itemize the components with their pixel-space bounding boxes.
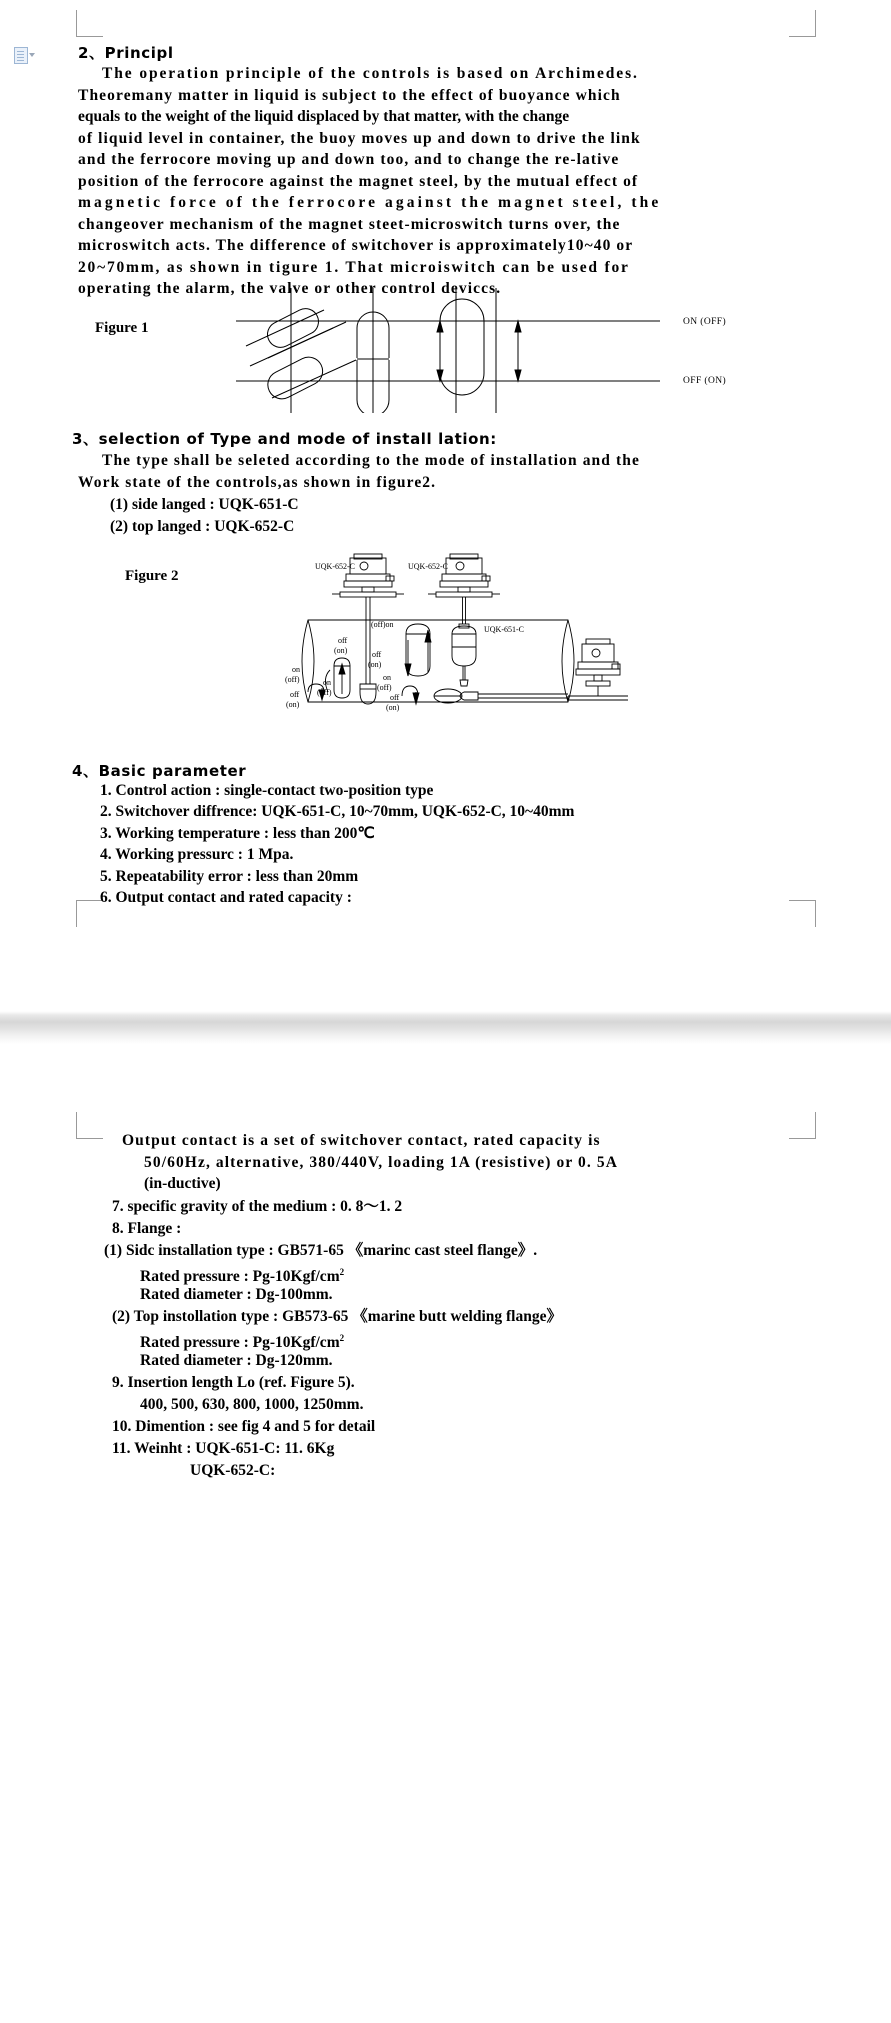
superscript: 2 — [339, 1267, 345, 1277]
paragraph-line: The operation principle of the controls is based on Archimedes. — [102, 65, 639, 82]
paragraph-line: Output contact is a set of switchover contact, rated capacity is — [122, 1132, 601, 1149]
section-4-item: 6. Output contact and rated capacity : — [100, 889, 352, 906]
section-4-item: 3. Working temperature : less than 200℃ — [100, 825, 375, 842]
list-item: Rated diameter : Dg-100mm. — [140, 1286, 333, 1303]
paragraph-line: changeover mechanism of the magnet steet-microswitch turns over, the — [78, 215, 621, 233]
figure-2-annotation: (off) — [317, 688, 332, 697]
list-item: UQK-652-C: — [190, 1462, 276, 1479]
figure-2-label: Figure 2 — [125, 568, 179, 584]
section-3-paragraph — [78, 450, 680, 493]
crop-mark-top-right — [789, 10, 816, 37]
figure-1-svg — [228, 288, 668, 413]
figure-2-annotation: (on) — [386, 703, 400, 712]
figure-2-model-side: UQK-651-C — [484, 625, 524, 634]
figure-2-annotation: (off) — [377, 683, 392, 692]
figure-1-top-label: ON (OFF) — [683, 317, 727, 327]
paragraph-line: operating the alarm, the valve or other control deviccs. — [78, 280, 502, 297]
paragraph-line: position of the ferrocore against the magnet steel, by the mutual effect of — [78, 172, 639, 190]
list-item: 11. Weinht : UQK-651-C: 11. 6Kg — [112, 1440, 335, 1457]
list-item-text: Rated pressure : Pg-10Kgf/cm — [140, 1268, 340, 1286]
section-4-heading: 4、Basic parameter — [72, 762, 247, 780]
list-item: 10. Dimention : see fig 4 and 5 for detail — [112, 1418, 376, 1435]
figure-2-annotation: off — [390, 693, 400, 702]
list-item: 400, 500, 630, 800, 1000, 1250mm. — [140, 1396, 364, 1413]
figure-2-annotation: (off) — [285, 675, 300, 684]
section-2-paragraph — [78, 63, 680, 300]
crop-mark-bottom-left — [76, 900, 103, 927]
section-3-heading: 3、selection of Type and mode of install lation: — [72, 430, 497, 448]
figure-2-annotation: (off)on — [371, 620, 394, 629]
paragraph-line: of liquid level in container, the buoy moves up and down to drive the link — [78, 129, 641, 147]
figure-2-model-left: UQK-652-C — [315, 562, 355, 571]
section-4-item: 1. Control action : single-contact two-position type — [100, 782, 434, 799]
document-icon[interactable] — [14, 47, 32, 67]
paragraph-line: Work state of the controls,as shown in figure2. — [78, 473, 437, 491]
paragraph-line: (in-ductive) — [144, 1175, 221, 1192]
paragraph-line: The type shall be seleted according to the mode of installation and the — [102, 452, 640, 469]
document-glyph — [14, 47, 28, 64]
list-item: 8. Flange : — [112, 1220, 182, 1237]
paragraph-line: equals to the weight of the liquid displaced by that matter, with the change — [78, 108, 570, 125]
section-4-item: 5. Repeatability error : less than 20mm — [100, 868, 359, 885]
superscript: 2 — [339, 1333, 345, 1343]
crop-mark-bottom-right — [789, 900, 816, 927]
crop-mark-top-left — [76, 10, 103, 37]
page-separator — [0, 1004, 891, 1044]
paragraph-line: microswitch acts. The difference of switchover is approximately10~40 or — [78, 237, 634, 254]
figure-1-label: Figure 1 — [95, 320, 149, 336]
section-4-item: 2. Switchover diffrence: UQK-651-C, 10~70mm, UQK-652-C, 10~40mm — [100, 803, 575, 820]
list-item: Rated diameter : Dg-120mm. — [140, 1352, 333, 1369]
figure-2-annotation: (on) — [334, 646, 348, 655]
list-item: (1) Sidc installation type : GB571-65 《marinc cast steel flange》. — [104, 1242, 538, 1259]
section-4-item: 4. Working pressurc : 1 Mpa. — [100, 846, 294, 863]
figure-2-annotation: off — [372, 650, 382, 659]
list-item: (2) Top instollation type : GB573-65 《marine butt welding flange》 — [112, 1308, 562, 1325]
figure-2-model-right: UQK-652-C — [408, 562, 448, 571]
figure-1-diagram — [228, 288, 668, 413]
figure-2-annotation: (on) — [286, 700, 300, 709]
paragraph-line: 20~70mm, as shown in tigure 1. That microiswitch can be used for — [78, 258, 630, 276]
figure-2-annotation: on — [383, 673, 391, 682]
figure-1-bottom-label: OFF (ON) — [683, 376, 727, 386]
figure-2-annotation: (on) — [368, 660, 382, 669]
section-3-item: (2) top langed : UQK-652-C — [110, 518, 295, 535]
list-item: 9. Insertion length Lo (ref. Figure 5). — [112, 1374, 355, 1391]
figure-2-annotation: on — [292, 665, 300, 674]
figure-2-annotation: on — [323, 678, 331, 687]
crop-mark-top-left — [76, 1112, 103, 1139]
chevron-down-icon[interactable] — [29, 53, 35, 57]
figure-2-annotation: off — [338, 636, 348, 645]
paragraph-line: and the ferrocore moving up and down too, and to change the re-lative — [78, 151, 620, 168]
paragraph-line: Theoremany matter in liquid is subject to the effect of buoyance which — [78, 86, 621, 104]
document-page-2 — [0, 1044, 891, 2023]
paragraph-line: magnetic force of the ferrocore against the magnet steel, the — [78, 194, 662, 211]
section-2-heading: 2、Principl — [78, 44, 174, 62]
page-2-intro — [122, 1130, 682, 1195]
figure-2-annotation: off — [290, 690, 300, 699]
paragraph-line: 50/60Hz, alternative, 380/440V, loading 1A (resistive) or 0. 5A — [144, 1153, 618, 1171]
section-3-item: (1) side langed : UQK-651-C — [110, 496, 299, 513]
list-item-text: Rated pressure : Pg-10Kgf/cm — [140, 1334, 340, 1352]
crop-mark-top-right — [789, 1112, 816, 1139]
document-page-1 — [0, 0, 891, 1004]
list-item: 7. specific gravity of the medium : 0. 8～1. 2 — [112, 1198, 403, 1215]
